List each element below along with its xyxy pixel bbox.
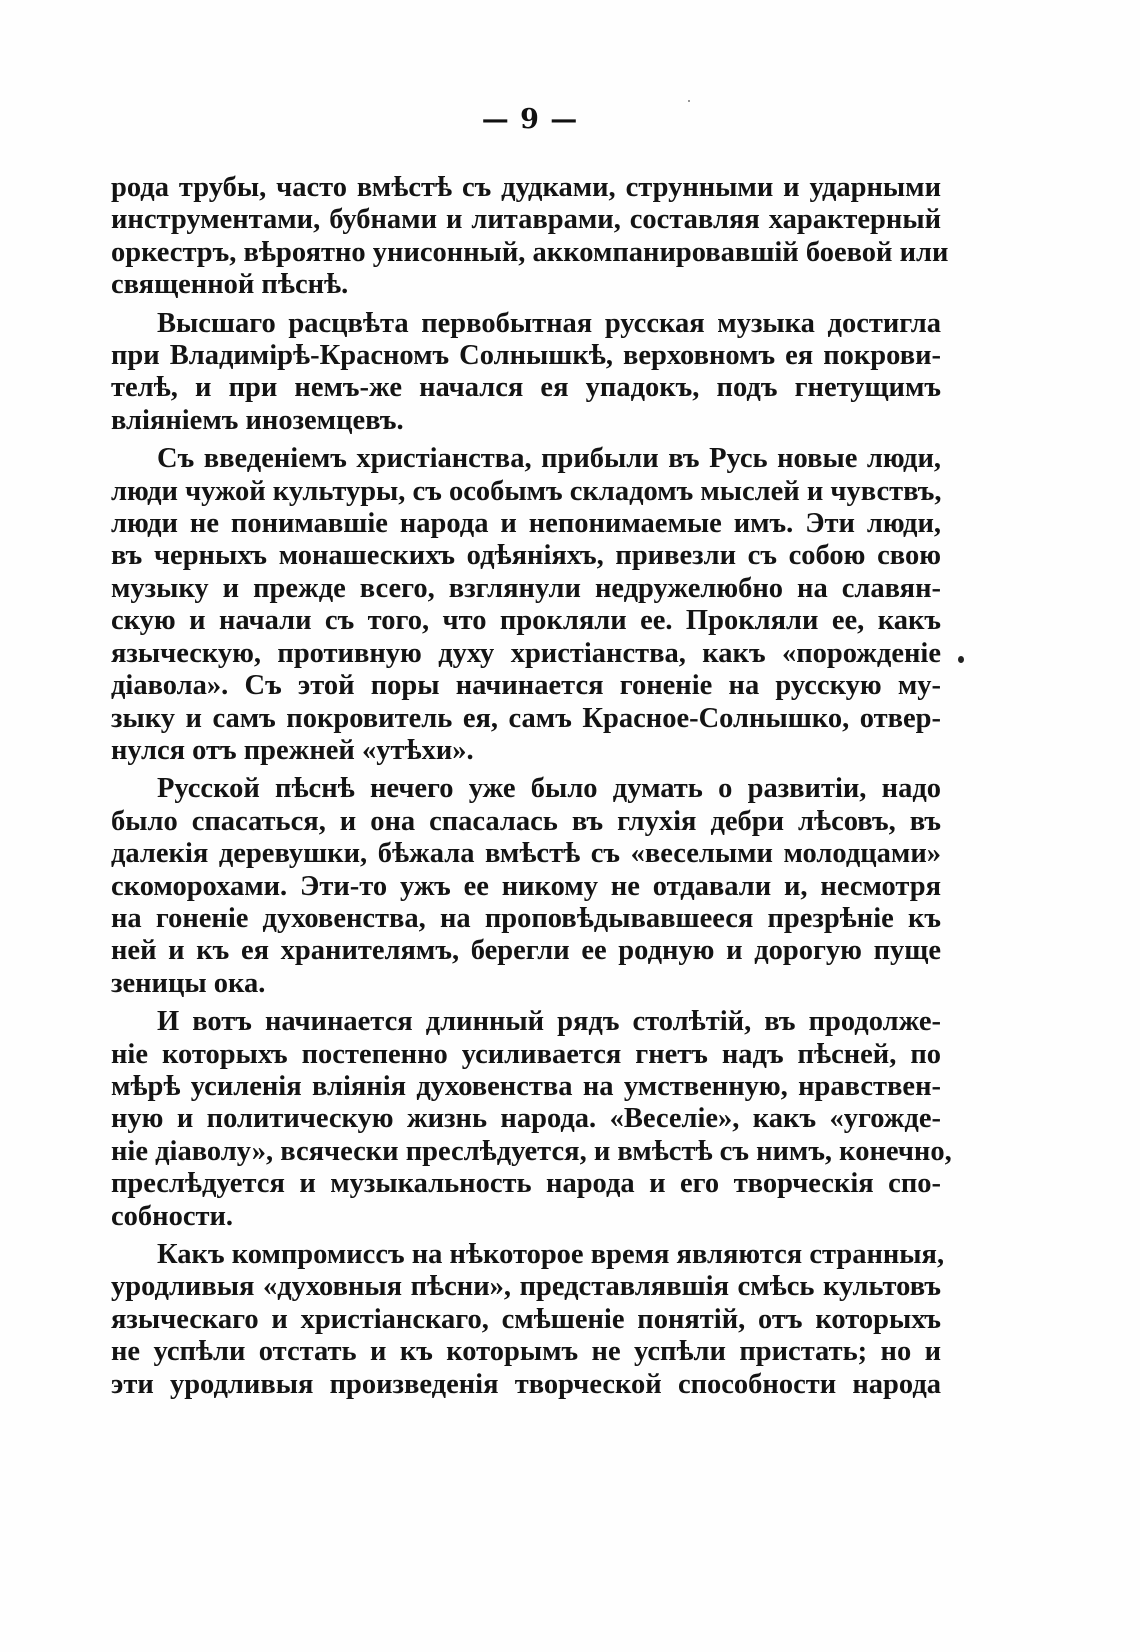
text-line: ней и къ ея хранителямъ, берегли ее родную и дорогую пуще: [111, 935, 941, 967]
text-line: священной пѣснѣ.: [111, 269, 349, 301]
text-line: ніе діаволу», всячески преслѣдуется, и вмѣстѣ съ нимъ, конечно,: [111, 1135, 952, 1167]
text-line: преслѣдуется и музыкальность народа и его творческія спо-: [111, 1168, 941, 1200]
text-line: Съ введеніемъ христіанства, прибыли въ Русь новые люди,: [157, 443, 941, 475]
text-line: вліяніемъ иноземцевъ.: [111, 404, 404, 436]
ink-speck: [688, 100, 690, 102]
body-text: [111, 172, 952, 1407]
paragraph-5: [111, 1006, 952, 1233]
ink-speck: [958, 656, 964, 663]
paragraph-2: [111, 308, 941, 438]
text-line: зеницы ока.: [111, 967, 266, 999]
paragraph-4: [111, 773, 941, 1000]
text-line: въ черныхъ монашескихъ одѣяніяхъ, привезли съ собою свою: [111, 540, 941, 572]
text-line: Какъ компромиссъ на нѣкоторое время являются странныя,: [157, 1239, 945, 1270]
text-line: мѣрѣ усиленія вліянія духовенства на умственную, нравствен-: [111, 1070, 941, 1102]
text-line: уродливыя «духовныя пѣсни», представлявшія смѣсь культовъ: [111, 1271, 941, 1303]
text-line: скоморохами. Эти-то ужъ ее никому не отдавали и, несмотря: [111, 870, 941, 902]
paragraph-1: [111, 172, 949, 302]
paragraph-3: [111, 443, 941, 767]
text-line: музыку и прежде всего, взглянули недружелюбно на славян-: [111, 572, 941, 604]
text-line: не успѣли отстать и къ которымъ не успѣли пристать; но и: [111, 1336, 941, 1368]
text-line: рода трубы, часто вмѣстѣ съ дудками, струнными и ударными: [111, 172, 941, 203]
text-line: И вотъ начинается длинный рядъ столѣтій, въ продолже-: [157, 1006, 941, 1038]
text-line: языческую, противную духу христіанства, какъ «порожденіе: [111, 637, 941, 669]
text-line: эти уродливыя произведенія творческой способности народа: [111, 1368, 941, 1400]
text-line: нулся отъ прежней «утѣхи».: [111, 734, 474, 766]
text-line: Высшаго расцвѣта первобытная русская музыка достигла: [157, 307, 941, 339]
text-line: собности.: [111, 1200, 234, 1232]
text-line: при Владимірѣ-Красномъ Солнышкѣ, верховномъ ея покрови-: [111, 340, 941, 372]
text-line: оркестръ, вѣроятно унисонный, аккомпанировавшій боевой или: [111, 236, 949, 268]
text-line: люди чужой культуры, съ особымъ складомъ мыслей и чувствъ,: [111, 475, 942, 507]
text-line: люди не понимавшіе народа и непонимаемые имъ. Эти люди,: [111, 508, 941, 540]
text-line: языческаго и христіанскаго, смѣшеніе понятій, отъ которыхъ: [111, 1303, 941, 1335]
text-line: было спасаться, и она спасалась въ глухія дебри лѣсовъ, въ: [111, 805, 941, 837]
text-line: діавола». Съ этой поры начинается гоненіе на русскую му-: [111, 670, 941, 702]
paragraph-6: [111, 1239, 945, 1401]
page-number: — 9 —: [481, 104, 579, 135]
text-line: Русской пѣснѣ нечего уже было думать о развитіи, надо: [157, 773, 941, 805]
text-line: ніе которыхъ постепенно усиливается гнетъ надъ пѣсней, по: [111, 1038, 941, 1070]
text-line: далекія деревушки, бѣжала вмѣстѣ съ «веселыми молодцами»: [111, 838, 941, 870]
text-line: телѣ, и при немъ-же начался ея упадокъ, подъ гнетущимъ: [111, 372, 941, 404]
text-line: ную и политическую жизнь народа. «Веселіе», какъ «угожде-: [111, 1103, 941, 1135]
text-line: зыку и самъ покровитель ея, самъ Красное-Солнышко, отвер-: [111, 702, 941, 734]
text-line: скую и начали съ того, что прокляли ее. Прокляли ее, какъ: [111, 605, 941, 637]
text-line: на гоненіе духовенства, на проповѣдывавшееся презрѣніе къ: [111, 902, 941, 934]
text-line: инструментами, бубнами и литаврами, составляя характерный: [111, 204, 941, 236]
